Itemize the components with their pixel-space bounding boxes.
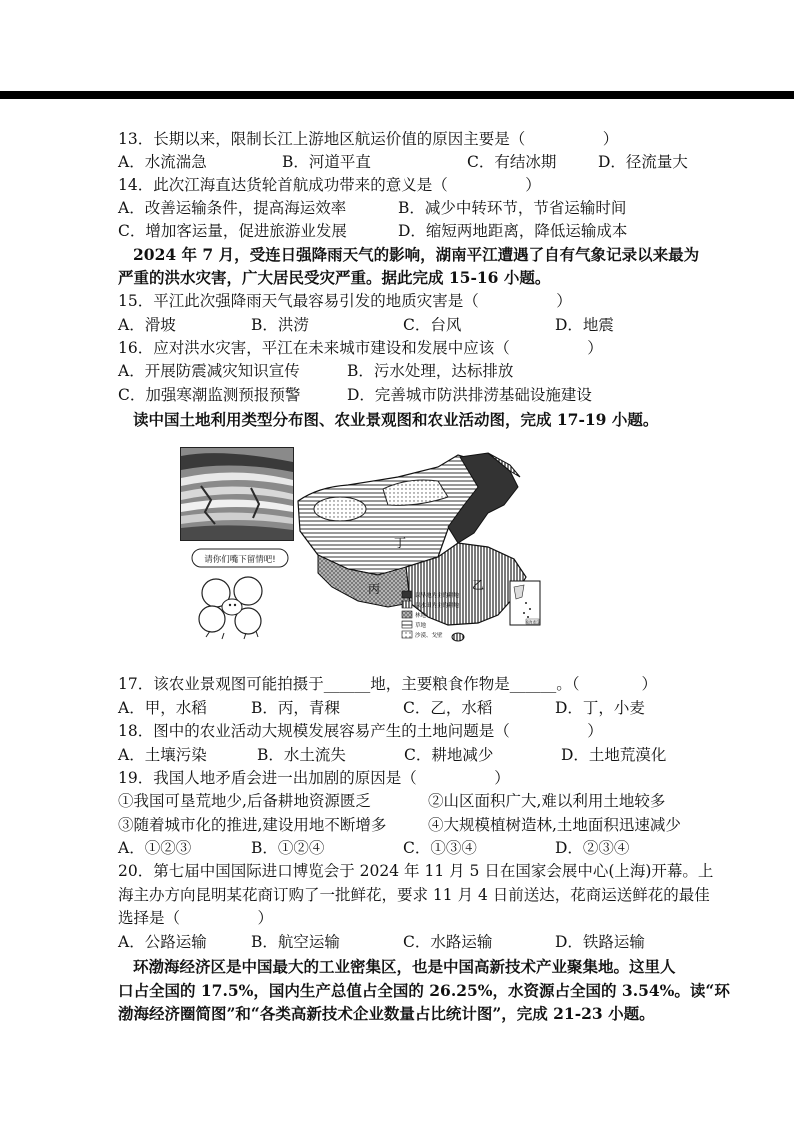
passage-17-19: 读中国土地利用类型分布图、农业景观图和农业活动图，完成 17-19 小题。: [133, 410, 659, 429]
q18-option-a[interactable]: A．土壤污染: [118, 746, 207, 764]
south-china-sea-inset: [510, 581, 540, 625]
q20-option-d[interactable]: D．铁路运输: [555, 933, 645, 951]
terrace-landscape-photo: [180, 447, 294, 541]
q14-option-d[interactable]: D．缩短两地距离，降低运输成本: [398, 222, 628, 240]
land-use-figure: [180, 447, 542, 647]
q17-option-c[interactable]: C．乙，水稻: [403, 699, 493, 717]
passage-21-23-line-2: 口占全国的 17.5%，国内生产总值占全国的 26.25%，水资源占全国的 3.54%。读“环: [118, 981, 730, 1000]
q13-option-a[interactable]: A．水流湍急: [118, 153, 207, 171]
q15-option-c[interactable]: C．台风: [403, 316, 462, 334]
legend-swatch-desert: [402, 631, 412, 638]
q14-option-a[interactable]: A．改善运输条件，提高海运效率: [118, 199, 347, 217]
q16-option-a[interactable]: A．开展防震减灾知识宣传: [118, 362, 300, 380]
question-17-stem: 17．该农业景观图可能拍摄于______地，主要粮食作物是______。（ ）: [118, 675, 657, 693]
passage-15-16-line-1: 2024 年 7 月，受连日强降雨天气的影响，湖南平江遭遇了自有气象记录以来最为: [133, 245, 700, 264]
q13-option-c[interactable]: C．有结冰期: [467, 153, 557, 171]
question-16-stem: 16．应对洪水灾害，平江在未来城市建设和发展中应该（ ）: [118, 339, 603, 357]
q20-option-c[interactable]: C．水路运输: [403, 933, 493, 951]
q17-option-d[interactable]: D．丁，小麦: [555, 699, 645, 717]
passage-21-23-line-1: 环渤海经济区是中国最大的工业密集区，也是中国高新技术产业聚集地。这里人: [133, 957, 676, 976]
question-20-line-1: 20．第七届中国国际进口博览会于 2024 年 11 月 5 日在国家会展中心(上海)开幕。上: [118, 862, 714, 880]
header-rule: [0, 91, 794, 99]
q20-option-a[interactable]: A．公路运输: [118, 933, 207, 951]
q13-option-b[interactable]: B．河道平直: [282, 153, 371, 171]
q17-option-a[interactable]: A．甲，水稻: [118, 699, 207, 717]
q17-option-b[interactable]: B．丙，青稞: [251, 699, 340, 717]
legend-swatch-grassland: [402, 621, 412, 628]
q14-option-c[interactable]: C．增加客运量，促进旅游业发展: [118, 222, 347, 240]
q19-statement-4: ④大规模植树造林,土地面积迅速减少: [428, 816, 681, 834]
sheep-cartoon: [186, 547, 298, 643]
q13-option-d[interactable]: D．径流量大: [598, 153, 688, 171]
q16-option-d[interactable]: D．完善城市防洪排涝基础设施建设: [347, 386, 592, 404]
legend-label-paddy: 以水田为主的耕地: [415, 603, 460, 609]
region-label-yi: 乙: [472, 578, 485, 592]
question-20-line-3: 选择是（ ）: [118, 909, 274, 927]
cartoon-caption: 请你们嘴下留情吧!: [204, 555, 276, 565]
q15-option-b[interactable]: B．洪涝: [251, 316, 309, 334]
grazing-sheep-illustration: [186, 547, 298, 643]
q16-option-c[interactable]: C．加强寒潮监测预报预警: [118, 386, 301, 404]
region-label-jia: 甲: [476, 528, 489, 542]
inset-label: 南海诸岛: [525, 620, 540, 624]
legend-label-grassland: 草地: [415, 623, 427, 629]
question-19-stem: 19．我国人地矛盾会进一出加剧的原因是（ ）: [118, 769, 510, 787]
q19-option-b[interactable]: B．①②④: [251, 839, 325, 857]
question-20-line-2: 海主办方向昆明某花商订购了一批鲜花，要求 11 月 4 日前送达，花商运送鲜花的最佳: [118, 886, 710, 904]
q16-option-b[interactable]: B．污水处理，达标排放: [347, 362, 514, 380]
legend-swatch-paddy: [402, 601, 412, 608]
q19-statement-1: ①我国可垦荒地少,后备耕地资源匮乏: [118, 792, 371, 810]
q15-option-d[interactable]: D．地震: [555, 316, 614, 334]
legend-label-desert: 沙漠、戈壁: [415, 633, 443, 639]
legend-swatch-dryland: [402, 591, 412, 598]
question-18-stem: 18．图中的农业活动大规模发展容易产生的土地问题是（ ）: [118, 722, 603, 740]
region-label-ding: 丁: [394, 536, 407, 550]
q20-option-b[interactable]: B．航空运输: [251, 933, 340, 951]
region-label-bing: 丙: [368, 582, 381, 596]
terrace-landscape-image: [181, 448, 293, 540]
q19-option-c[interactable]: C．①③④: [403, 839, 477, 857]
passage-15-16-line-2: 严重的洪水灾害，广大居民受灾严重。据此完成 15-16 小题。: [118, 268, 551, 287]
question-14-stem: 14．此次江海直达货轮首航成功带来的意义是（ ）: [118, 176, 541, 194]
legend-swatch-forest: [402, 611, 412, 618]
legend-label-dryland: 以旱地为主的耕地: [415, 593, 460, 599]
legend-label-forest: 林地: [415, 613, 427, 619]
q19-option-a[interactable]: A．①②③: [118, 839, 192, 857]
q19-statement-2: ②山区面积广大,难以利用土地较多: [428, 792, 666, 810]
q19-statement-3: ③随着城市化的推进,建设用地不断增多: [118, 816, 387, 834]
question-15-stem: 15．平江此次强降雨天气最容易引发的地质灾害是（ ）: [118, 292, 572, 310]
q18-option-d[interactable]: D．土地荒漠化: [561, 746, 667, 764]
q15-option-a[interactable]: A．滑坡: [118, 316, 176, 334]
question-13-stem: 13．长期以来，限制长江上游地区航运价值的原因主要是（ ）: [118, 130, 619, 148]
china-map: [288, 447, 542, 647]
q18-option-c[interactable]: C．耕地减少: [404, 746, 494, 764]
q14-option-b[interactable]: B．减少中转环节，节省运输时间: [398, 199, 627, 217]
passage-21-23-line-3: 渤海经济圈简图”和“各类高新技术企业数量占比统计图”，完成 21-23 小题。: [118, 1004, 655, 1023]
china-land-use-map: [288, 447, 542, 647]
q18-option-b[interactable]: B．水土流失: [257, 746, 346, 764]
q19-option-d[interactable]: D．②③④: [555, 839, 630, 857]
